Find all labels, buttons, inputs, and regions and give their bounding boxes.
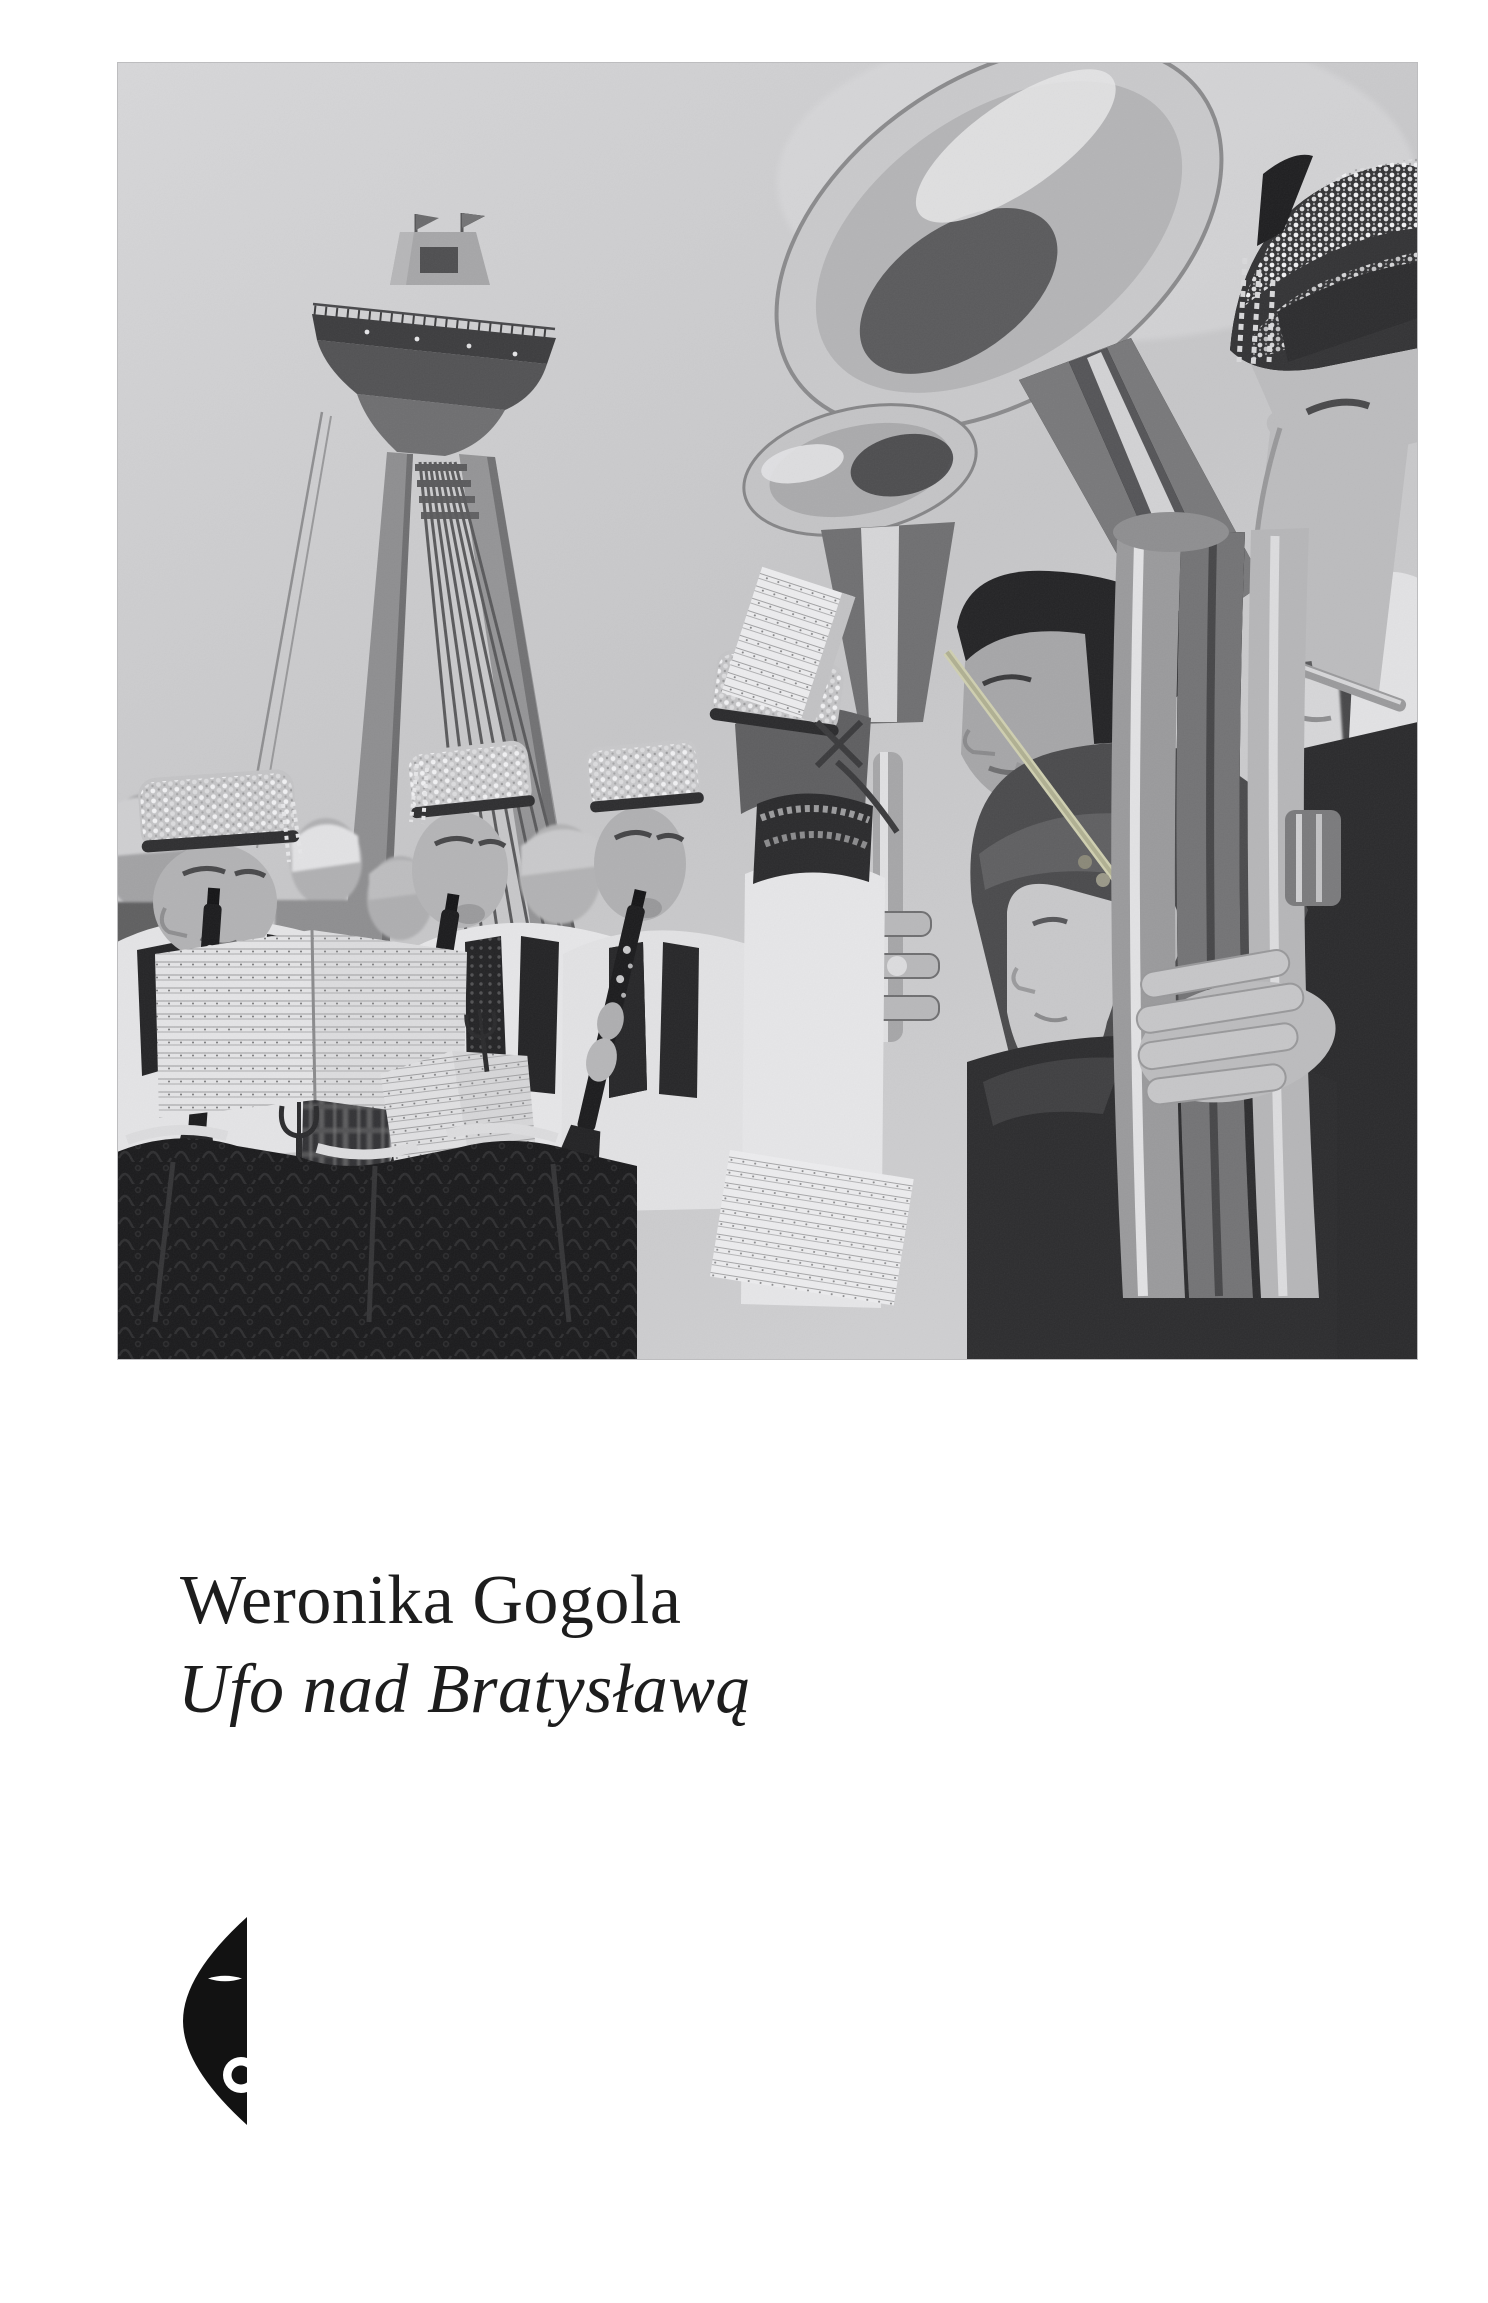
author-name: Weronika Gogola: [180, 1562, 682, 1639]
publisher-half-mask-icon: [183, 1917, 247, 2125]
cover-photo: [117, 62, 1418, 1360]
book-title: Ufo nad Bratysławą: [178, 1651, 751, 1728]
